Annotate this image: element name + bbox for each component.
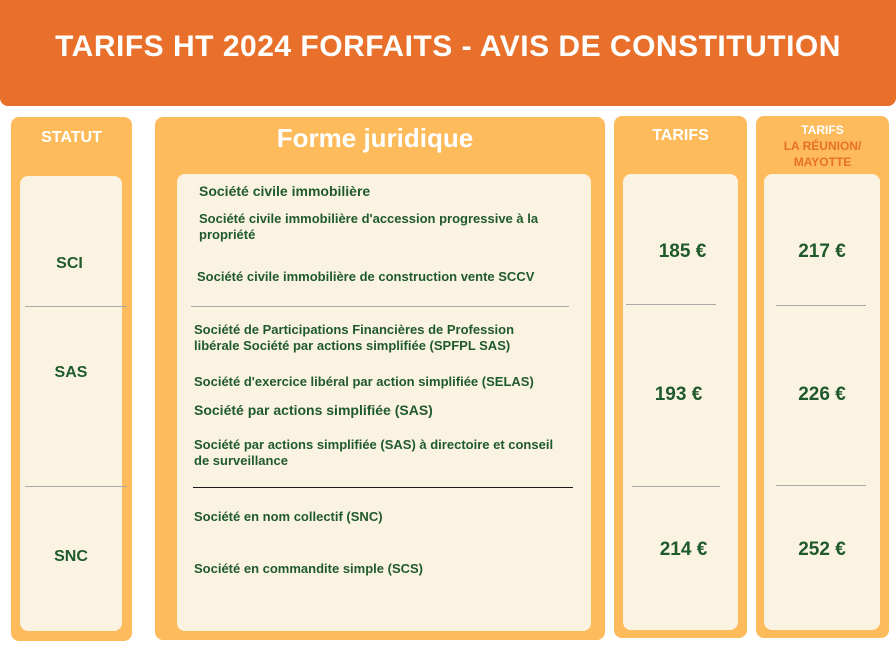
forme-sci-2: Société civile immobilière d'accession progressive à la propriété (199, 211, 539, 242)
forme-divider-2 (193, 487, 573, 488)
reunion-header-mayotte: MAYOTTE (793, 155, 852, 169)
page-title: TARIFS HT 2024 FORFAITS - AVIS DE CONSTITUTION (55, 30, 841, 63)
forme-snc-1: Société en nom collectif (SNC) (194, 509, 383, 524)
forme-divider-1 (191, 306, 569, 307)
statut-panel (20, 176, 122, 631)
forme-sas-2: Société d'exercice libéral par action simplifiée (SELAS) (194, 374, 534, 389)
statut-sci: SCI (56, 255, 83, 272)
forme-column (155, 117, 605, 640)
reunion-header-tarifs: TARIFS (801, 123, 844, 137)
forme-sci-3: Société civile immobilière de construction vente SCCV (197, 269, 535, 284)
tarifs-header: TARIFS (652, 127, 709, 144)
tarif-reunion-sci: 217 € (798, 241, 846, 262)
forme-snc-2: Société en commandite simple (SCS) (194, 561, 424, 576)
reunion-panel (764, 174, 880, 630)
reunion-column (756, 116, 889, 638)
tarif-sas: 193 € (654, 384, 703, 405)
tarifs-panel (623, 174, 738, 630)
forme-panel (177, 174, 591, 631)
tarif-reunion-snc: 252 € (798, 539, 846, 560)
reunion-divider-1 (776, 305, 866, 306)
statut-snc: SNC (54, 548, 88, 565)
forme-sas-3: Société par actions simplifiée (SAS) (194, 402, 433, 418)
title-banner (0, 0, 896, 106)
reunion-header-region: LA RÉUNION/ (783, 139, 862, 153)
tarifs-divider-1 (626, 304, 716, 305)
tarifs-divider-2 (632, 486, 720, 487)
forme-sci-1: Société civile immobilière (199, 183, 371, 199)
tarifs-column (614, 116, 747, 638)
statut-header: STATUT (41, 129, 102, 146)
statut-column (11, 117, 132, 641)
statut-sas: SAS (54, 364, 88, 381)
forme-sas-4: Société par actions simplifiée (SAS) à directoire et conseil de surveillance (194, 437, 554, 468)
statut-divider-2 (25, 486, 127, 487)
tarif-reunion-sas: 226 € (798, 384, 846, 405)
reunion-divider-2 (776, 485, 866, 486)
tarif-sci: 185 € (658, 241, 707, 262)
forme-header: Forme juridique (276, 123, 474, 153)
forme-sas-1: Société de Participations Financières de Profession libérale Société par actions simplifiée (SPFPL SAS) (194, 322, 515, 353)
tarif-snc: 214 € (659, 539, 708, 560)
statut-divider-1 (25, 306, 127, 307)
